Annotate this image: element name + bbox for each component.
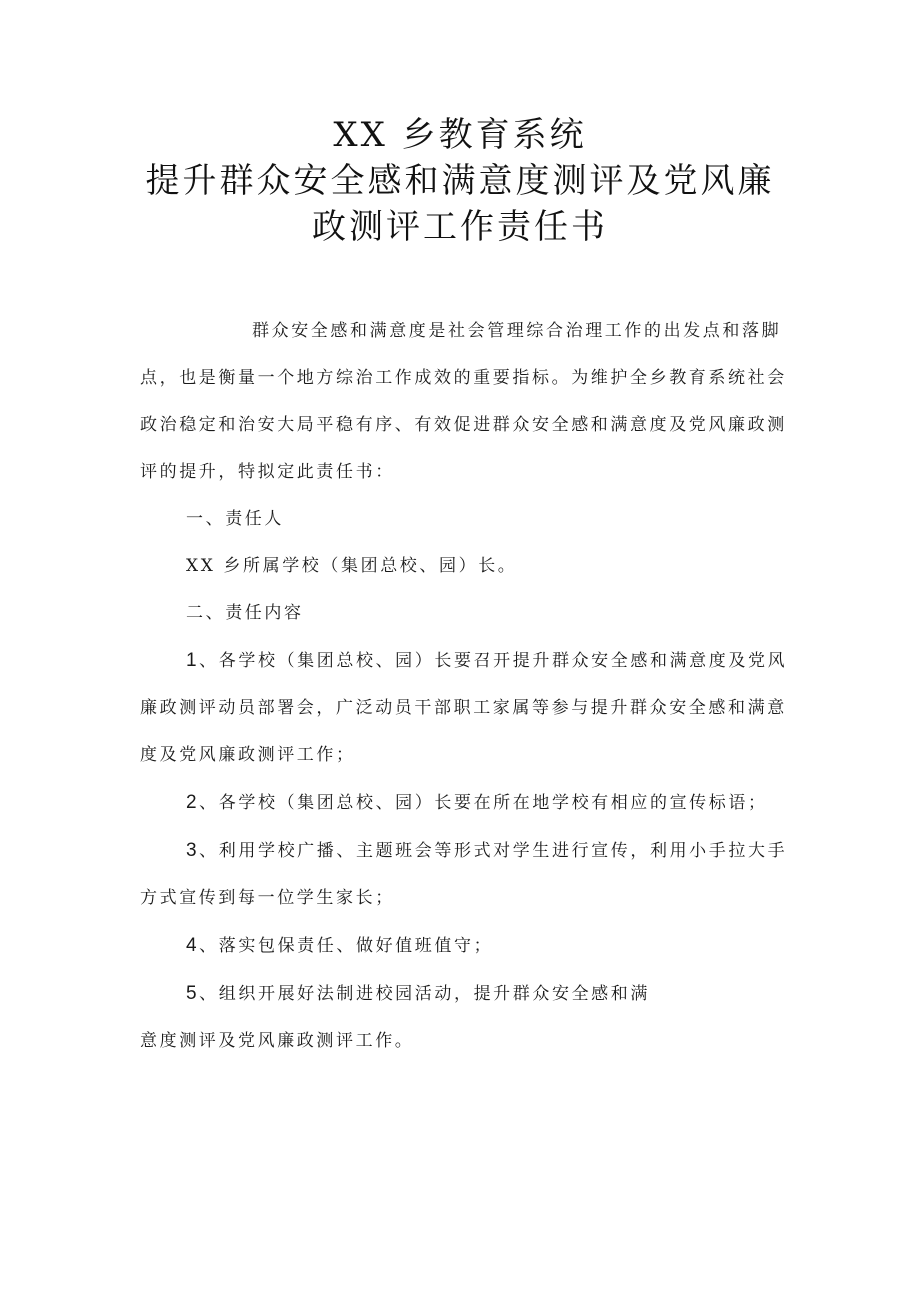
item-text: 、各学校（集团总校、园）长要在所在地学校有相应的宣传标语； <box>199 793 768 813</box>
list-item-3 <box>140 827 790 922</box>
list-item-5-continuation: 意度测评及党风廉政测评工作。 <box>140 1031 415 1051</box>
item-text: 、利用学校广播、主题班会等形式对学生进行宣传，利用小手拉大手方式宣传到每一位学生家长； <box>140 841 788 908</box>
section-1-content: XX 乡所属学校（集团总校、园）长。 <box>186 556 518 576</box>
list-item-4 <box>140 922 790 970</box>
title-line-1: XX 乡教育系统 <box>333 115 587 155</box>
item-text: 、各学校（集团总校、园）长要召开提升群众安全感和满意度及党风廉政测评动员部署会，广泛动员干部职工家属等参与提升群众安全感和满意度及党风廉政测评工作； <box>140 651 788 765</box>
item-number: 5 <box>186 983 200 1004</box>
item-number: 2 <box>186 792 200 813</box>
item-text: 、落实包保责任、做好值班值守； <box>199 936 494 956</box>
list-item-2 <box>140 779 790 827</box>
document-body <box>140 308 790 1065</box>
title-line-2: 提升群众安全感和满意度测评及党风廉 <box>145 161 775 201</box>
document-title <box>0 112 920 250</box>
intro-paragraph: 群众安全感和满意度是社会管理综合治理工作的出发点和落脚点，也是衡量一个地方综治工作成效的重要指标。为维护全乡教育系统社会政治稳定和治安大局平稳有序、有效促进群众安全感和满意度及党风廉政测评的提升，特拟定此责任书： <box>140 321 787 482</box>
section-2-heading: 二、责任内容 <box>186 603 304 623</box>
title-line-3: 政测评工作责任书 <box>312 207 608 247</box>
list-item-5 <box>140 970 790 1018</box>
item-number: 3 <box>186 840 200 861</box>
item-number: 1 <box>186 650 200 671</box>
item-number: 4 <box>186 935 200 956</box>
list-item-1 <box>140 637 790 779</box>
section-1-heading: 一、责任人 <box>186 509 284 529</box>
item-text: 、组织开展好法制进校园活动，提升群众安全感和满 <box>199 984 650 1004</box>
